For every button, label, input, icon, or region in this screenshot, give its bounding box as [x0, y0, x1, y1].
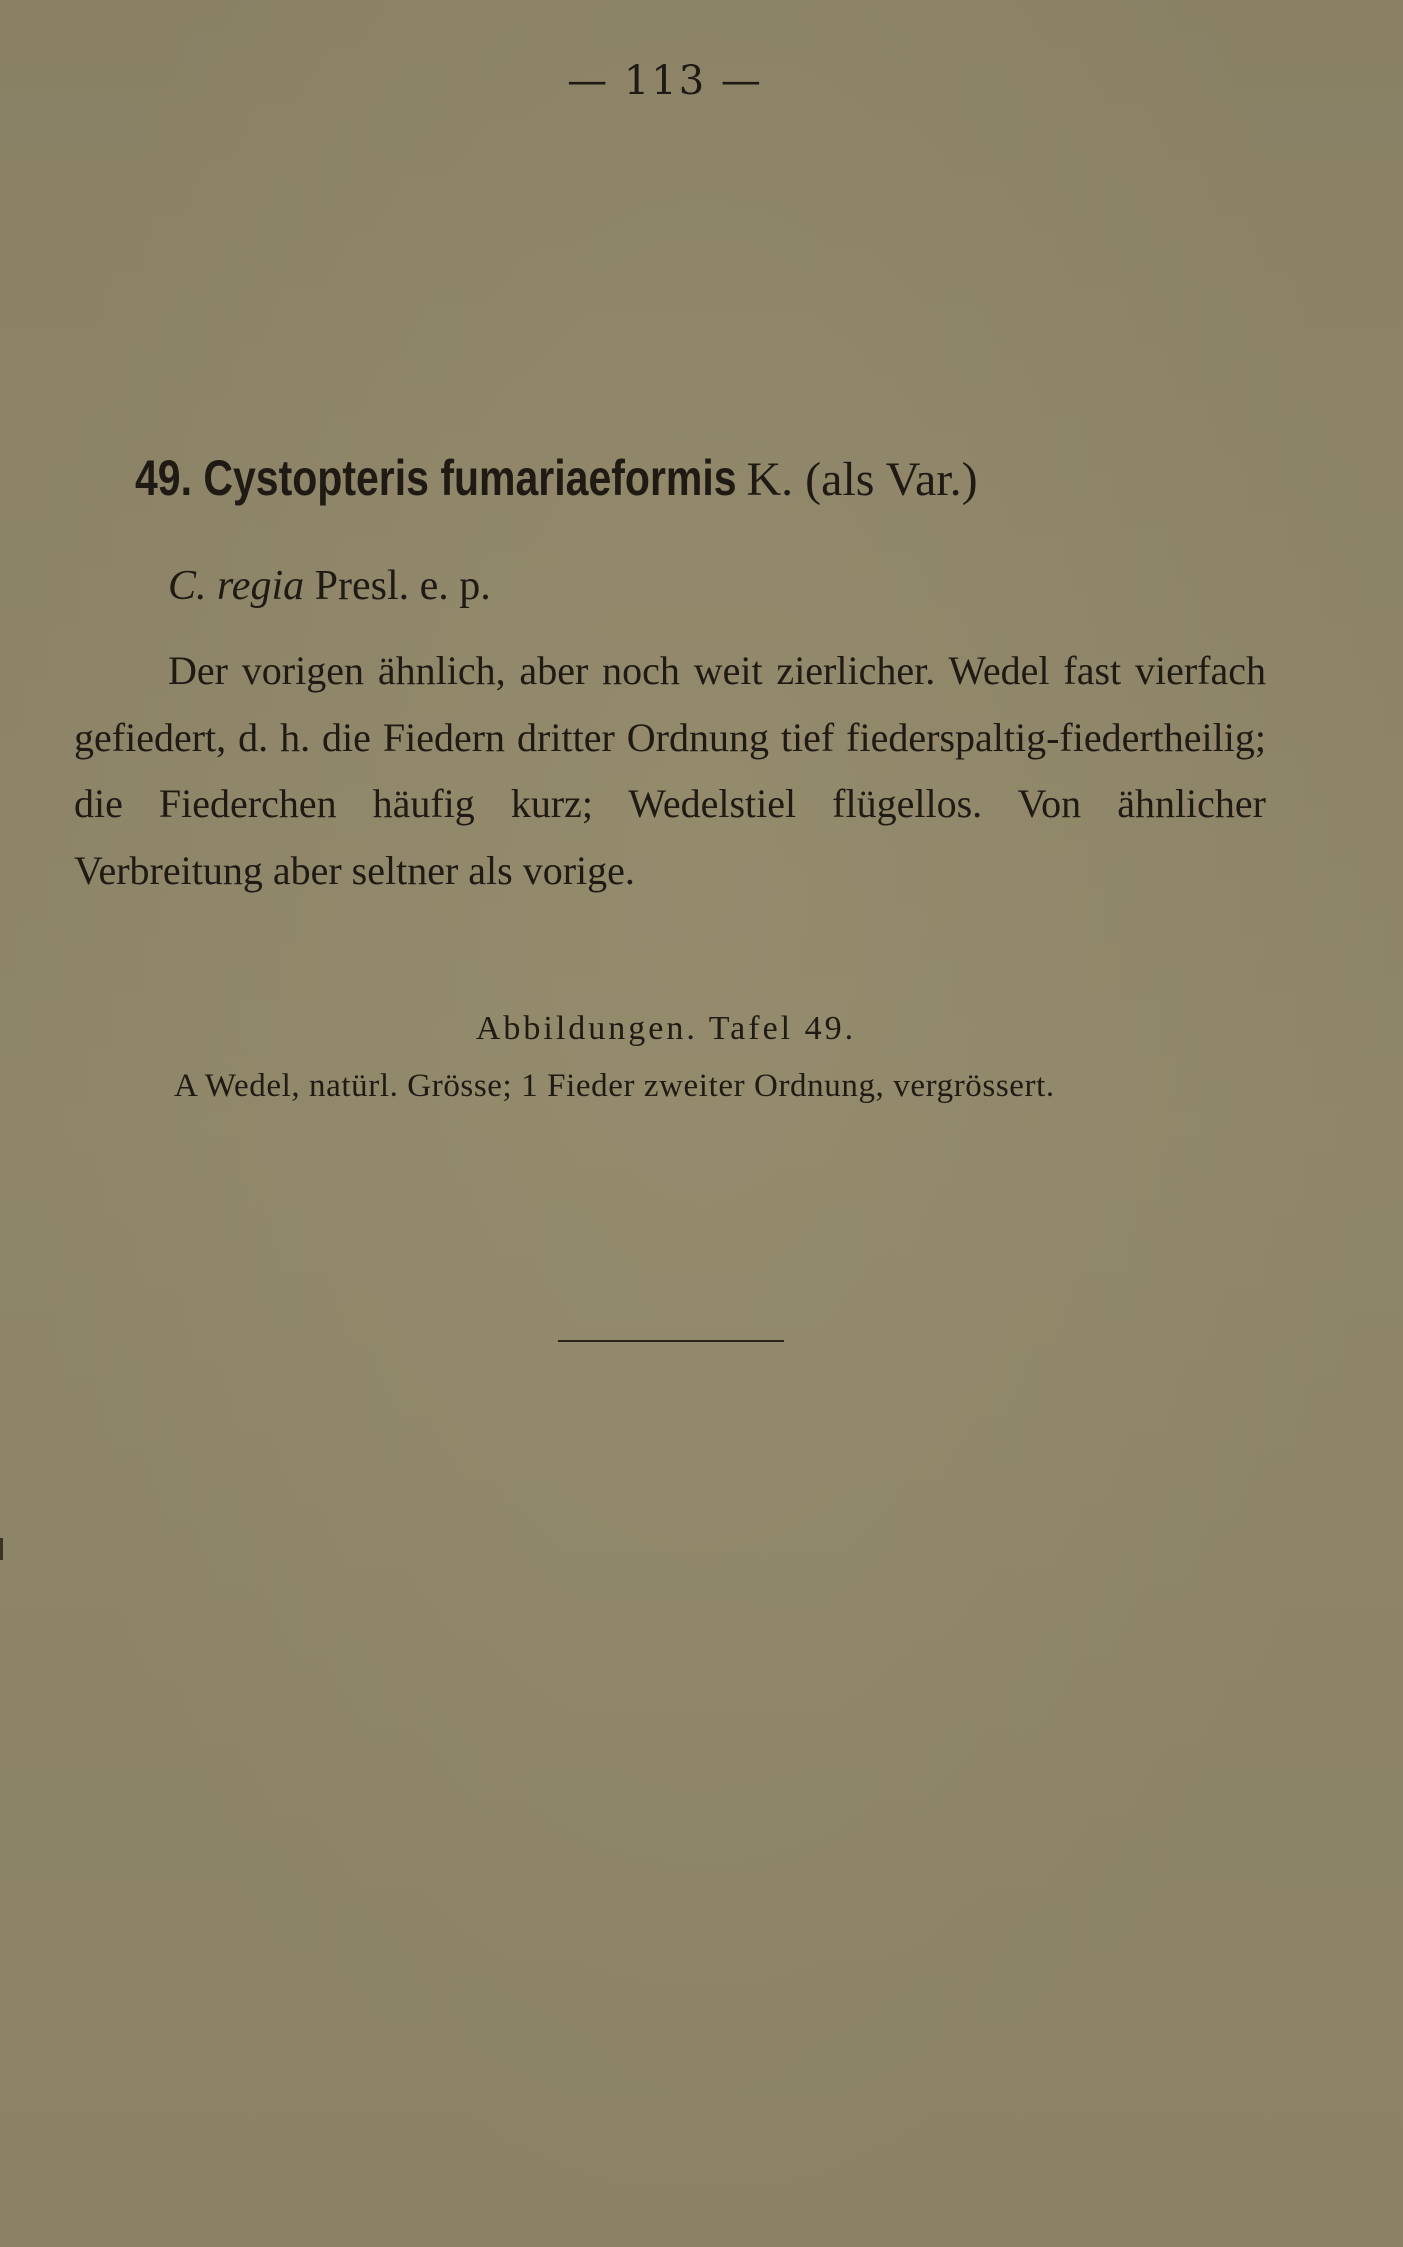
synonym-author: Presl. e. p. [314, 563, 491, 609]
page-number: — 113 — [567, 58, 763, 104]
entry-heading [135, 448, 1295, 509]
paper-edge-mark [0, 1538, 3, 1560]
synonym-line [168, 562, 491, 610]
species-author: K. (als Var.) [746, 453, 978, 506]
synonym-name: C. regia [168, 563, 305, 609]
description-paragraph: Der vorigen ähnlich, aber noch weit zierlicher. Wedel fast vierfach gefiedert, d. h. die Fiedern dritter Ordnung tief fiederspaltig-fiedertheilig; die Fiederchen häufig kurz; Wedelstiel flügellos. Von ähnlicher Verbreitung aber seltner als vorige. [74, 648, 1266, 893]
species-name: 49. Cystopteris fumariaeformis [135, 450, 737, 506]
figures-caption: A Wedel, natürl. Grösse; 1 Fieder zweiter Ordnung, vergrössert. [174, 1068, 1055, 1104]
figures-heading: Abbildungen. Tafel 49. [475, 1010, 857, 1047]
section-divider [558, 1340, 784, 1342]
